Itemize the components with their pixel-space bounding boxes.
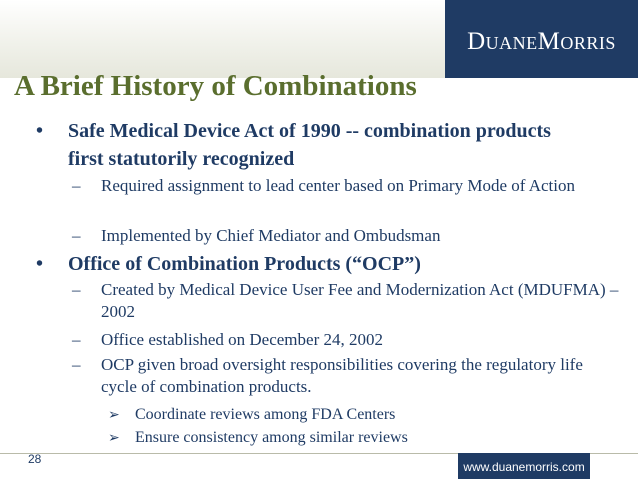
sub-sub-bullet-text: Coordinate reviews among FDA Centers xyxy=(135,406,396,423)
sub-bullet-item xyxy=(72,225,621,247)
sub-sub-bullet-item xyxy=(108,405,615,425)
arrow-icon: ➢ xyxy=(108,407,120,423)
bullet-text: Safe Medical Device Act of 1990 -- combination products first statutorily recognized xyxy=(68,120,551,170)
sub-sub-bullet-text: Ensure consistency among similar reviews xyxy=(135,429,408,446)
sub-bullet-text: Implemented by Chief Mediator and Ombudsman xyxy=(101,226,441,245)
sub-bullet-text: Office established on December 24, 2002 xyxy=(101,330,383,349)
dash-icon: – xyxy=(72,176,81,195)
sub-bullet-item xyxy=(72,354,621,398)
bullet-item xyxy=(36,250,588,278)
logo-box xyxy=(445,0,638,78)
footer-url-box xyxy=(458,453,590,479)
dash-icon: – xyxy=(72,280,81,299)
dash-icon: – xyxy=(72,355,81,374)
sub-bullet-item xyxy=(72,279,621,323)
bullet-icon: • xyxy=(36,253,44,275)
bullet-icon: • xyxy=(36,120,44,142)
sub-bullet-item xyxy=(72,329,621,351)
dash-icon: – xyxy=(72,226,81,245)
slide-title: A Brief History of Combinations xyxy=(14,70,417,102)
sub-sub-bullet-item xyxy=(108,428,615,448)
sub-bullet-text: OCP given broad oversight responsibilities covering the regulatory life cycle of combination products. xyxy=(101,355,583,396)
sub-bullet-item xyxy=(72,175,621,197)
bullet-item xyxy=(36,117,588,173)
dash-icon: – xyxy=(72,330,81,349)
footer-url: www.duanemorris.com xyxy=(463,460,585,474)
sub-bullet-text: Created by Medical Device User Fee and Modernization Act (MDUFMA) – 2002 xyxy=(101,280,619,321)
duane-morris-logo: DuaneMorris xyxy=(467,28,616,55)
sub-bullet-text: Required assignment to lead center based on Primary Mode of Action xyxy=(101,176,575,195)
arrow-icon: ➢ xyxy=(108,430,120,446)
bullet-text: Office of Combination Products (“OCP”) xyxy=(68,253,421,275)
slide-number: 28 xyxy=(28,452,42,466)
